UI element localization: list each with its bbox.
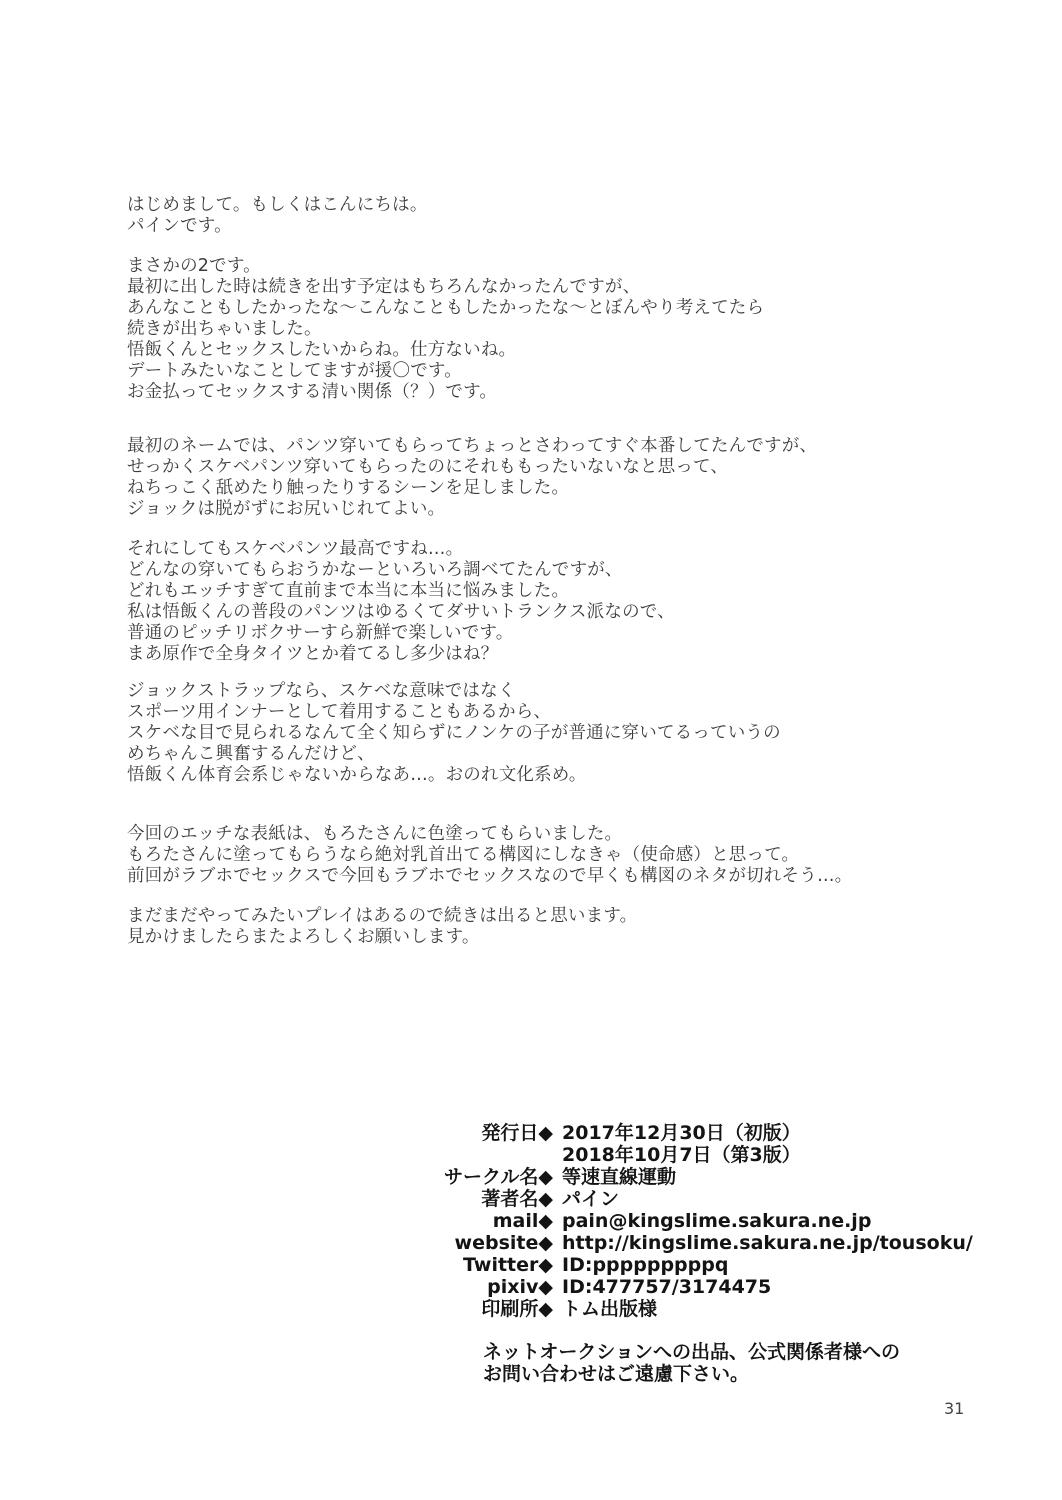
colophon-value: ID:pppppppppq (562, 1254, 729, 1276)
text-line: 最初に出した時は続きを出す予定はもちろんなかったんですが、 (127, 277, 641, 297)
colophon-label: website◆ (454, 1232, 553, 1254)
text-line: お問い合わせはご遠慮下さい。 (483, 1363, 750, 1385)
text-line: スケベな目で見られるなんて全く知らずにノンケの子が普通に穿いてるっていうの (127, 723, 781, 743)
afterword-block-intro (127, 256, 764, 403)
colophon-value: 2017年12月30日（初版） (562, 1122, 801, 1144)
colophon-label: mail◆ (492, 1210, 553, 1232)
colophon-label: 著者名◆ (481, 1188, 553, 1210)
colophon-row (393, 1144, 973, 1166)
text-line: どれもエッチすぎて直前まで本当に本当に悩みました。 (127, 581, 570, 601)
text-line: どんなの穿いてもらおうかなーといろいろ調べてたんですが、 (127, 560, 623, 580)
colophon-row (393, 1166, 973, 1188)
colophon-value: 2018年10月7日（第3版） (562, 1144, 801, 1166)
colophon-row (393, 1254, 973, 1276)
colophon-label: 印刷所◆ (481, 1298, 553, 1320)
colophon-value: http://kingslime.sakura.ne.jp/tousoku/ (562, 1232, 973, 1254)
text-line: それにしてもスケベパンツ最高ですね…。 (127, 539, 464, 559)
text-line: あんなこともしたかったな～こんなこともしたかったな～とぼんやり考えてたら (127, 298, 765, 318)
text-line: ジョックストラップなら、スケベな意味ではなく (127, 681, 516, 701)
colophon-value: 等速直線運動 (562, 1166, 677, 1188)
colophon-row (393, 1298, 973, 1320)
text-line: まだまだやってみたいプレイはあるので続きは出ると思います。 (127, 906, 638, 926)
colophon-value: pain@kingslime.sakura.ne.jp (562, 1210, 872, 1232)
text-line: せっかくスケベパンツ穿いてもらったのにそれももったいないなと思って、 (127, 457, 729, 477)
colophon-value: トム出版様 (562, 1298, 658, 1320)
text-line: 今回のエッチな表紙は、もろたさんに色塗ってもらいました。 (127, 824, 623, 844)
colophon-row (393, 1188, 973, 1210)
text-line: 普通のピッチリボクサーすら新鮮で楽しいです。 (127, 623, 514, 643)
text-line: めちゃんこ興奮するんだけど、 (127, 744, 375, 764)
text-line: スポーツ用インナーとして着用することもあるから、 (127, 702, 552, 722)
text-line: 私は悟飯くんの普段のパンツはゆるくてダサいトランクス派なので、 (127, 602, 675, 622)
text-line: ねちっこく舐めたり触ったりするシーンを足しました。 (127, 478, 570, 498)
colophon-label: Twitter◆ (463, 1254, 553, 1276)
colophon-label: サークル名◆ (443, 1166, 553, 1188)
auction-notice (483, 1341, 900, 1385)
colophon-row (393, 1210, 973, 1232)
text-line: もろたさんに塗ってもらうなら絶対乳首出てる構図にしなきゃ（使命感）と思って。 (127, 845, 800, 865)
colophon-label: 発行日◆ (481, 1122, 553, 1144)
text-line: まあ原作で全身タイツとか着てるし多少はね？ (127, 644, 499, 664)
colophon-value: パイン (562, 1188, 620, 1210)
text-line: お金払ってセックスする清い関係（？）です。 (127, 382, 498, 402)
text-line: 悟飯くん体育会系じゃないからなあ…。おのれ文化系め。 (127, 765, 587, 785)
colophon-label (393, 1144, 553, 1166)
text-line: ネットオークションへの出品、公式関係者様への (483, 1341, 901, 1363)
colophon-row (393, 1232, 973, 1254)
afterword-block-underwear (127, 539, 675, 665)
afterword-block-jockstrap (127, 681, 781, 786)
text-line: 最初のネームでは、パンツ穿いてもらってちょっとさわってすぐ本番してたんですが、 (127, 436, 818, 456)
afterword-block-storyboard (127, 436, 817, 520)
colophon-label: pixiv◆ (487, 1276, 553, 1298)
afterword-block-greeting (127, 195, 428, 237)
text-line: ジョックは脱がずにお尻いじれてよい。 (127, 499, 446, 519)
text-line: まさかの2です。 (127, 256, 261, 276)
afterword-block-cover (127, 824, 852, 887)
text-line: 前回がラブホでセックスで今回もラブホでセックスなので早くも構図のネタが切れそう…。 (127, 866, 853, 886)
page-number: 31 (944, 1399, 965, 1418)
colophon-value: ID:477757/3174475 (562, 1276, 772, 1298)
colophon (393, 1122, 973, 1320)
text-line: パインです。 (127, 216, 232, 236)
text-line: 続きが出ちゃいました。 (127, 319, 322, 339)
text-line: 見かけましたらまたよろしくお願いします。 (127, 927, 480, 947)
text-line: デートみたいなことしてますが援〇です。 (127, 361, 462, 381)
colophon-row (393, 1122, 973, 1144)
afterword-block-closing (127, 906, 637, 948)
text-line: はじめまして。もしくはこんにちは。 (127, 195, 428, 215)
colophon-row (393, 1276, 973, 1298)
text-line: 悟飯くんとセックスしたいからね。仕方ないね。 (127, 340, 517, 360)
